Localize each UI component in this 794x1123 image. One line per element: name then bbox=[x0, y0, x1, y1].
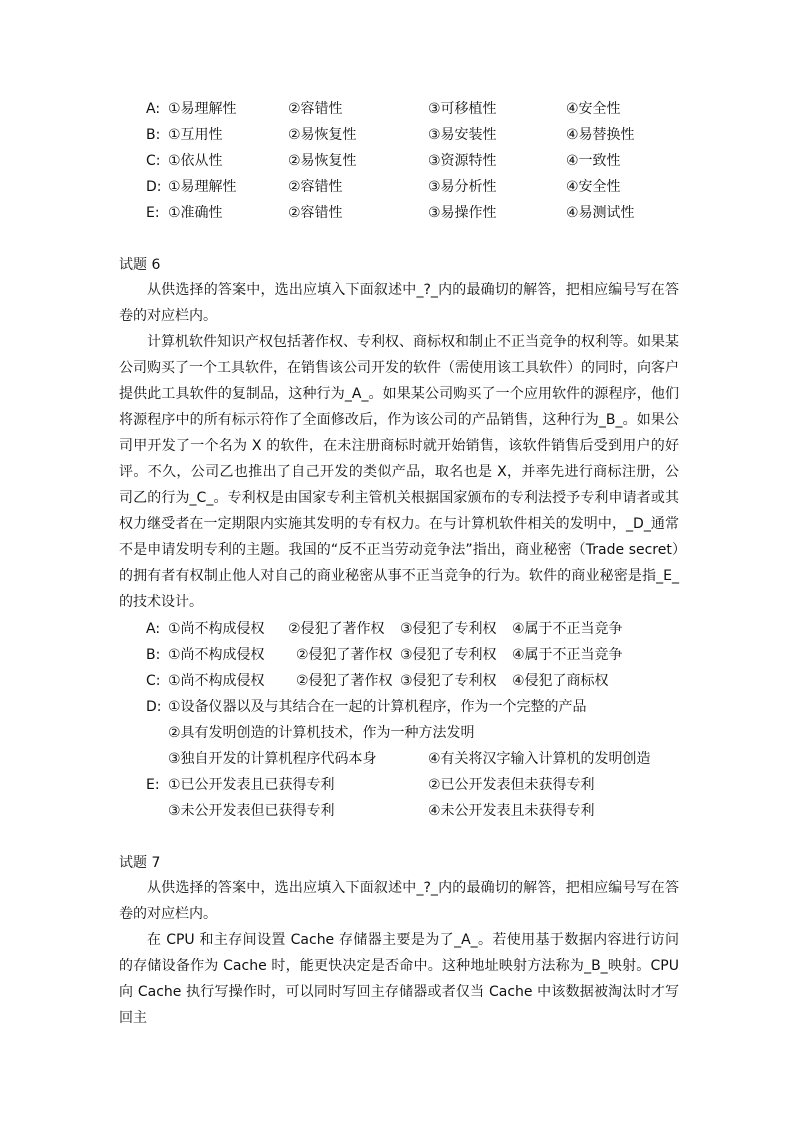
q6-option-c-key: C: bbox=[146, 673, 161, 689]
q5-option-d-key: D: bbox=[146, 179, 162, 195]
q5-option-b-4: ④易替换性 bbox=[566, 127, 635, 143]
q5-option-d-3: ③易分析性 bbox=[428, 179, 497, 195]
q6-title: 试题 6 bbox=[119, 257, 161, 273]
q7-body: 在 CPU 和主存间设置 Cache 存储器主要是为了_A_。若使用基于数据内容进行访问的存储设备作为 Cache 时，能更快决定是否命中。这种地址映射方法称为_B_映射。CPU 向 Cache 执行写操作时，可以同时写回主存储器或者仅当 Cache 中该数据被淘汰时才写回主 bbox=[119, 932, 679, 1026]
q5-option-c-2: ②易恢复性 bbox=[288, 153, 357, 169]
q6-option-b-4: ④属于不正当竞争 bbox=[512, 647, 623, 663]
q5-option-e-1: ①准确性 bbox=[168, 205, 223, 221]
q6-option-e-2: ②已公开发表但未获得专利 bbox=[428, 777, 595, 793]
q5-option-c-3: ③资源特性 bbox=[428, 153, 497, 169]
q6-option-a-1: ①尚不构成侵权 bbox=[168, 621, 265, 637]
q5-option-e-2: ②容错性 bbox=[288, 205, 343, 221]
q5-option-c-1: ①依从性 bbox=[168, 153, 223, 169]
q6-option-c-1: ①尚不构成侵权 bbox=[168, 673, 265, 689]
q6-option-d-key: D: bbox=[146, 699, 162, 715]
q5-option-d-1: ①易理解性 bbox=[168, 179, 237, 195]
q5-option-a-1: ①易理解性 bbox=[168, 101, 237, 117]
q5-option-a-2: ②容错性 bbox=[288, 101, 343, 117]
q6-option-e-1: ①已公开发表且已获得专利 bbox=[168, 777, 335, 793]
q6-option-b-2: ②侵犯了著作权 bbox=[296, 647, 393, 663]
q6-option-a-key: A: bbox=[146, 621, 161, 637]
q5-option-b-1: ①互用性 bbox=[168, 127, 223, 143]
q6-option-a-2: ②侵犯了著作权 bbox=[288, 621, 385, 637]
q6-option-d-1: ①设备仪器以及与其结合在一起的计算机程序，作为一个完整的产品 bbox=[168, 699, 587, 715]
q5-option-b-key: B: bbox=[146, 127, 161, 143]
q5-option-e-4: ④易测试性 bbox=[566, 205, 635, 221]
q6-option-d-3: ③独自开发的计算机程序代码本身 bbox=[168, 751, 377, 767]
q6-option-c-2: ②侵犯了著作权 bbox=[296, 673, 393, 689]
q5-option-d-2: ②容错性 bbox=[288, 179, 343, 195]
q7-title: 试题 7 bbox=[119, 855, 161, 871]
q6-option-b-3: ③侵犯了专利权 bbox=[400, 647, 497, 663]
q5-option-e-3: ③易操作性 bbox=[428, 205, 497, 221]
q7-text bbox=[119, 875, 679, 1031]
q6-option-a-3: ③侵犯了专利权 bbox=[400, 621, 497, 637]
q6-text bbox=[119, 277, 679, 615]
q5-option-e-key: E: bbox=[146, 205, 160, 221]
q5-option-b-3: ③易安装性 bbox=[428, 127, 497, 143]
q6-option-d-4: ④有关将汉字输入计算机的发明创造 bbox=[428, 751, 651, 767]
q7-intro: 从供选择的答案中，选出应填入下面叙述中_?_内的最确切的解答，把相应编号写在答卷的对应栏内。 bbox=[119, 880, 679, 922]
q5-option-b-2: ②易恢复性 bbox=[288, 127, 357, 143]
q6-option-e-key: E: bbox=[146, 777, 160, 793]
q5-option-a-4: ④安全性 bbox=[566, 101, 621, 117]
q6-option-e-4: ④未公开发表且未获得专利 bbox=[428, 803, 595, 819]
q5-option-a-3: ③可移植性 bbox=[428, 101, 497, 117]
q6-intro: 从供选择的答案中，选出应填入下面叙述中_?_内的最确切的解答，把相应编号写在答卷的对应栏内。 bbox=[119, 282, 679, 324]
q6-option-b-1: ①尚不构成侵权 bbox=[168, 647, 265, 663]
q6-body: 计算机软件知识产权包括著作权、专利权、商标权和制止不正当竞争的权利等。如果某公司购买了一个工具软件，在销售该公司开发的软件（需使用该工具软件）的同时，向客户提供此工具软件的复制品，这种行为_A_。如果某公司购买了一个应用软件的源程序，他们将源程序中的所有标示符作了全面修改后，作为该公司的产品销售，这种行为_B_。如果公司甲开发了一个名为 X 的软件，在未注册商标时就开始销售，该软件销售后受到用户的好评。不久，公司乙也推出了自己开发的类似产品，取名也是 X，并率先进行商标注册，公司乙的行为_C_。专利权是由国家专利主管机关根据国家颁布的专利法授予专利申请者或其权力继受者在一定期限内实施其发明的专有权力。在与计算机软件相关的发明中，_D_通常不是申请发明专利的主题。我国的“反不正当劳动竞争法”指出，商业秘密（Trade secret）的拥有者有权制止他人对自己的商业秘密从事不正当竞争的行为。软件的商业秘密是指_E_的技术设计。 bbox=[119, 334, 679, 610]
q6-option-d-2: ②具有发明创造的计算机技术，作为一种方法发明 bbox=[168, 725, 475, 741]
q5-option-a-key: A: bbox=[146, 101, 161, 117]
q5-option-c-key: C: bbox=[146, 153, 161, 169]
q5-option-c-4: ④一致性 bbox=[566, 153, 621, 169]
q6-option-a-4: ④属于不正当竞争 bbox=[512, 621, 623, 637]
q6-option-c-4: ④侵犯了商标权 bbox=[512, 673, 609, 689]
q6-option-b-key: B: bbox=[146, 647, 161, 663]
q6-option-e-3: ③未公开发表但已获得专利 bbox=[168, 803, 335, 819]
q6-option-c-3: ③侵犯了专利权 bbox=[400, 673, 497, 689]
q5-option-d-4: ④安全性 bbox=[566, 179, 621, 195]
